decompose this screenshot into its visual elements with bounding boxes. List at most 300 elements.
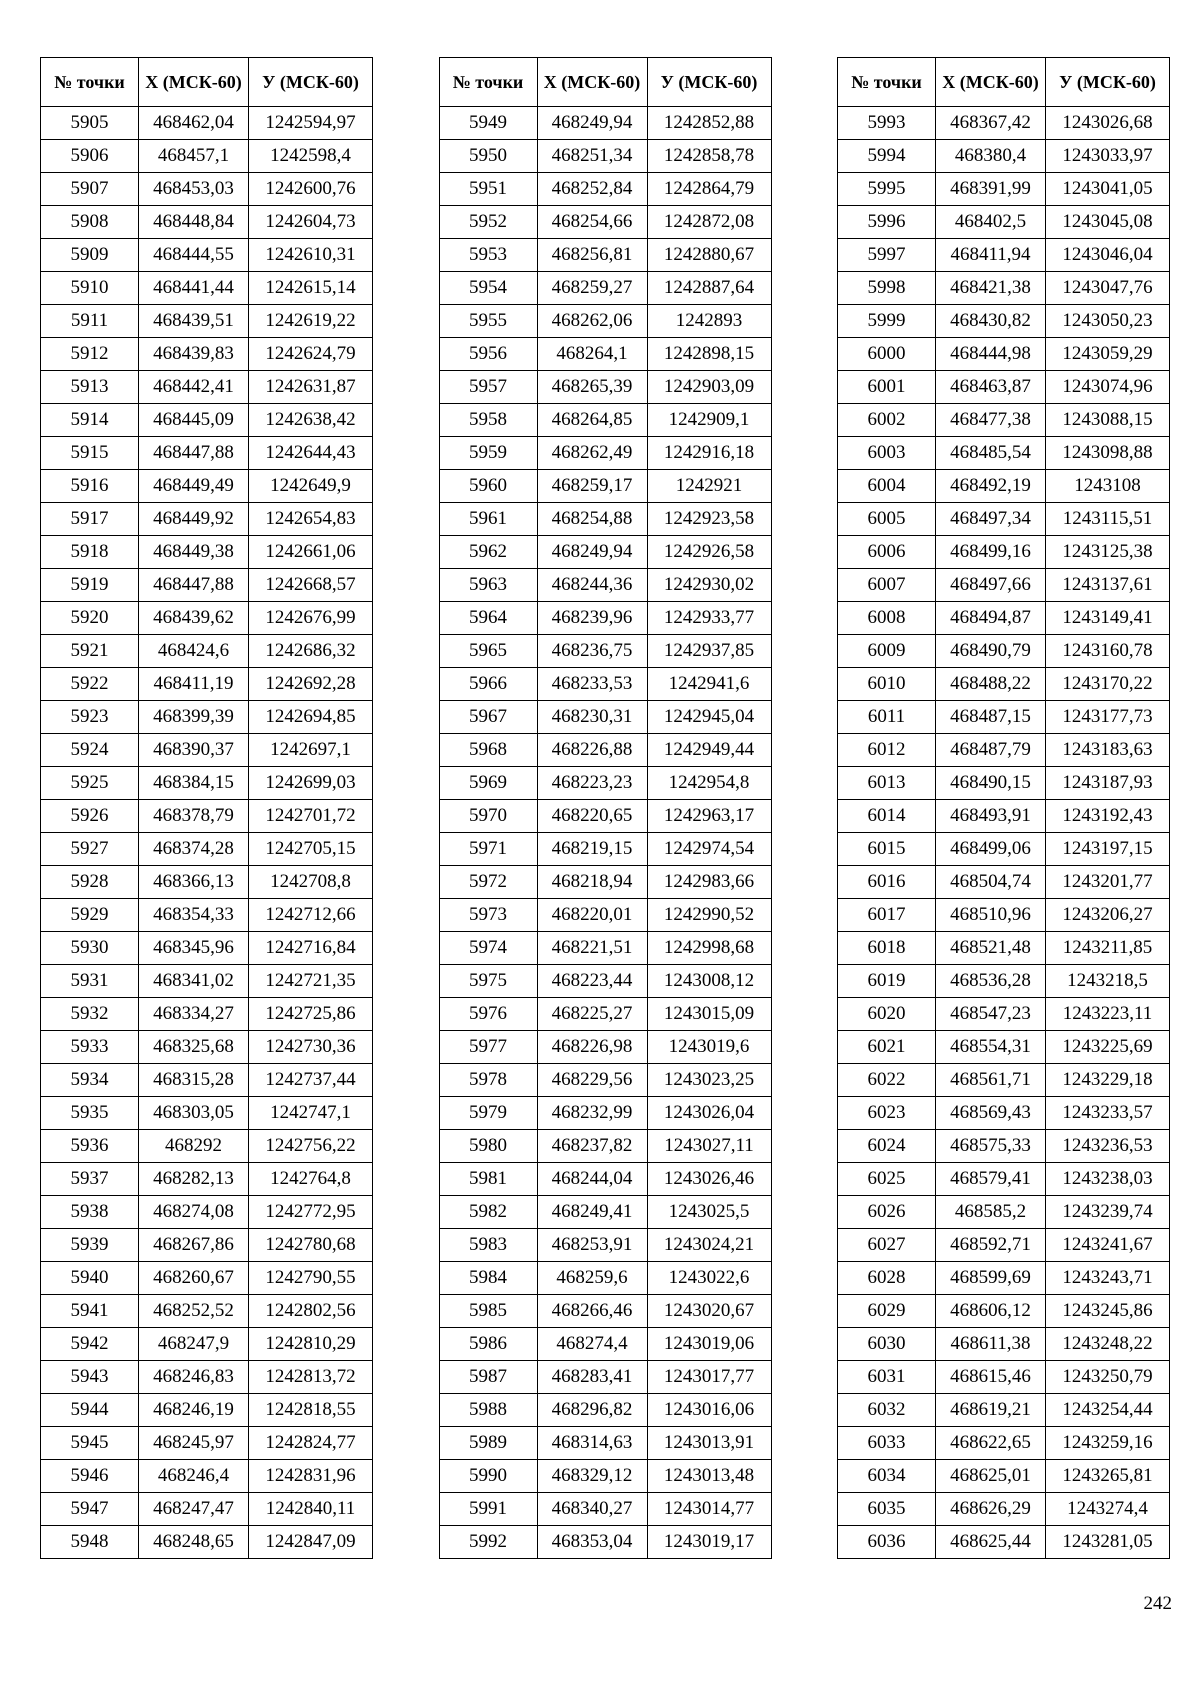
table-row xyxy=(439,965,771,998)
table-row xyxy=(439,1031,771,1064)
cell-point-number: 5992 xyxy=(439,1526,537,1559)
cell-y-coordinate: 1243241,67 xyxy=(1046,1229,1170,1262)
cell-y-coordinate: 1242898,15 xyxy=(647,338,771,371)
cell-y-coordinate: 1243187,93 xyxy=(1046,767,1170,800)
table-row xyxy=(838,305,1170,338)
cell-y-coordinate: 1243177,73 xyxy=(1046,701,1170,734)
cell-y-coordinate: 1242676,99 xyxy=(249,602,373,635)
table-row xyxy=(41,800,373,833)
table-header-row xyxy=(41,58,373,107)
cell-point-number: 5994 xyxy=(838,140,936,173)
table-row xyxy=(439,371,771,404)
cell-x-coordinate: 468264,85 xyxy=(537,404,647,437)
table-row xyxy=(838,272,1170,305)
cell-y-coordinate: 1242933,77 xyxy=(647,602,771,635)
table-row xyxy=(439,1262,771,1295)
cell-point-number: 6024 xyxy=(838,1130,936,1163)
cell-y-coordinate: 1242926,58 xyxy=(647,536,771,569)
header-point-number: № точки xyxy=(41,58,139,107)
cell-point-number: 5919 xyxy=(41,569,139,602)
table-row xyxy=(439,767,771,800)
cell-y-coordinate: 1242864,79 xyxy=(647,173,771,206)
cell-x-coordinate: 468267,86 xyxy=(139,1229,249,1262)
cell-y-coordinate: 1243250,79 xyxy=(1046,1361,1170,1394)
cell-point-number: 6003 xyxy=(838,437,936,470)
cell-x-coordinate: 468378,79 xyxy=(139,800,249,833)
table-row xyxy=(439,569,771,602)
table-row xyxy=(41,1328,373,1361)
cell-point-number: 5933 xyxy=(41,1031,139,1064)
table-row xyxy=(838,1394,1170,1427)
table-row xyxy=(41,998,373,1031)
table-row xyxy=(838,569,1170,602)
cell-y-coordinate: 1243026,46 xyxy=(647,1163,771,1196)
cell-x-coordinate: 468444,55 xyxy=(139,239,249,272)
cell-y-coordinate: 1243229,18 xyxy=(1046,1064,1170,1097)
cell-point-number: 5949 xyxy=(439,107,537,140)
table-row xyxy=(439,998,771,1031)
cell-x-coordinate: 468259,17 xyxy=(537,470,647,503)
cell-point-number: 6030 xyxy=(838,1328,936,1361)
cell-x-coordinate: 468264,1 xyxy=(537,338,647,371)
cell-y-coordinate: 1243026,68 xyxy=(1046,107,1170,140)
cell-y-coordinate: 1243027,11 xyxy=(647,1130,771,1163)
cell-point-number: 6036 xyxy=(838,1526,936,1559)
cell-y-coordinate: 1242730,36 xyxy=(249,1031,373,1064)
cell-point-number: 6035 xyxy=(838,1493,936,1526)
table-row xyxy=(439,1130,771,1163)
table-row xyxy=(838,1295,1170,1328)
table-row xyxy=(41,1526,373,1559)
cell-x-coordinate: 468585,2 xyxy=(936,1196,1046,1229)
table-row xyxy=(838,866,1170,899)
table-row xyxy=(439,239,771,272)
cell-point-number: 5983 xyxy=(439,1229,537,1262)
table-row xyxy=(41,1394,373,1427)
table-row xyxy=(439,437,771,470)
cell-y-coordinate: 1243245,86 xyxy=(1046,1295,1170,1328)
table-row xyxy=(439,1163,771,1196)
cell-y-coordinate: 1243243,71 xyxy=(1046,1262,1170,1295)
table-row xyxy=(838,1328,1170,1361)
cell-y-coordinate: 1243047,76 xyxy=(1046,272,1170,305)
cell-point-number: 5931 xyxy=(41,965,139,998)
cell-y-coordinate: 1242772,95 xyxy=(249,1196,373,1229)
cell-x-coordinate: 468504,74 xyxy=(936,866,1046,899)
cell-y-coordinate: 1242699,03 xyxy=(249,767,373,800)
table-row xyxy=(439,1493,771,1526)
cell-x-coordinate: 468430,82 xyxy=(936,305,1046,338)
cell-point-number: 5953 xyxy=(439,239,537,272)
cell-point-number: 5967 xyxy=(439,701,537,734)
table-row xyxy=(41,1064,373,1097)
table-row xyxy=(41,1196,373,1229)
cell-point-number: 5959 xyxy=(439,437,537,470)
cell-y-coordinate: 1243259,16 xyxy=(1046,1427,1170,1460)
cell-point-number: 5921 xyxy=(41,635,139,668)
cell-x-coordinate: 468402,5 xyxy=(936,206,1046,239)
cell-point-number: 5927 xyxy=(41,833,139,866)
cell-y-coordinate: 1243033,97 xyxy=(1046,140,1170,173)
cell-y-coordinate: 1243206,27 xyxy=(1046,899,1170,932)
table-row xyxy=(439,536,771,569)
cell-x-coordinate: 468424,6 xyxy=(139,635,249,668)
table-row xyxy=(838,140,1170,173)
cell-x-coordinate: 468439,83 xyxy=(139,338,249,371)
table-row xyxy=(41,701,373,734)
table-row xyxy=(439,305,771,338)
cell-y-coordinate: 1243239,74 xyxy=(1046,1196,1170,1229)
cell-x-coordinate: 468254,66 xyxy=(537,206,647,239)
table-row xyxy=(41,1295,373,1328)
cell-x-coordinate: 468497,66 xyxy=(936,569,1046,602)
table-row xyxy=(439,701,771,734)
coordinates-table-3 xyxy=(837,57,1170,1559)
cell-point-number: 6002 xyxy=(838,404,936,437)
cell-x-coordinate: 468439,51 xyxy=(139,305,249,338)
table-header-row xyxy=(838,58,1170,107)
cell-y-coordinate: 1243088,15 xyxy=(1046,404,1170,437)
cell-x-coordinate: 468449,49 xyxy=(139,470,249,503)
cell-point-number: 5955 xyxy=(439,305,537,338)
cell-point-number: 6000 xyxy=(838,338,936,371)
cell-point-number: 5939 xyxy=(41,1229,139,1262)
table-row xyxy=(41,239,373,272)
table-row xyxy=(41,272,373,305)
cell-x-coordinate: 468490,79 xyxy=(936,635,1046,668)
cell-y-coordinate: 1242701,72 xyxy=(249,800,373,833)
table-row xyxy=(41,1262,373,1295)
table-row xyxy=(439,866,771,899)
cell-x-coordinate: 468232,99 xyxy=(537,1097,647,1130)
cell-x-coordinate: 468249,94 xyxy=(537,536,647,569)
cell-x-coordinate: 468487,79 xyxy=(936,734,1046,767)
cell-y-coordinate: 1243016,06 xyxy=(647,1394,771,1427)
cell-y-coordinate: 1243265,81 xyxy=(1046,1460,1170,1493)
cell-y-coordinate: 1242872,08 xyxy=(647,206,771,239)
table-row xyxy=(439,1328,771,1361)
cell-point-number: 6029 xyxy=(838,1295,936,1328)
cell-x-coordinate: 468449,38 xyxy=(139,536,249,569)
cell-y-coordinate: 1243013,91 xyxy=(647,1427,771,1460)
cell-point-number: 5932 xyxy=(41,998,139,1031)
cell-x-coordinate: 468615,46 xyxy=(936,1361,1046,1394)
table-row xyxy=(838,503,1170,536)
table-row xyxy=(439,833,771,866)
table-row xyxy=(439,140,771,173)
cell-point-number: 5969 xyxy=(439,767,537,800)
cell-point-number: 5988 xyxy=(439,1394,537,1427)
table-row xyxy=(838,1229,1170,1262)
cell-x-coordinate: 468444,98 xyxy=(936,338,1046,371)
table-row xyxy=(41,173,373,206)
cell-x-coordinate: 468554,31 xyxy=(936,1031,1046,1064)
table-row xyxy=(838,734,1170,767)
table-row xyxy=(439,1361,771,1394)
table-row xyxy=(838,767,1170,800)
cell-y-coordinate: 1243017,77 xyxy=(647,1361,771,1394)
cell-point-number: 6016 xyxy=(838,866,936,899)
table-row xyxy=(41,503,373,536)
cell-y-coordinate: 1242725,86 xyxy=(249,998,373,1031)
cell-y-coordinate: 1242840,11 xyxy=(249,1493,373,1526)
cell-x-coordinate: 468625,44 xyxy=(936,1526,1046,1559)
cell-x-coordinate: 468246,4 xyxy=(139,1460,249,1493)
table-row xyxy=(41,1460,373,1493)
table-row xyxy=(41,899,373,932)
cell-x-coordinate: 468606,12 xyxy=(936,1295,1046,1328)
cell-x-coordinate: 468265,39 xyxy=(537,371,647,404)
cell-x-coordinate: 468599,69 xyxy=(936,1262,1046,1295)
cell-y-coordinate: 1243233,57 xyxy=(1046,1097,1170,1130)
cell-point-number: 5989 xyxy=(439,1427,537,1460)
cell-y-coordinate: 1243019,06 xyxy=(647,1328,771,1361)
cell-point-number: 6014 xyxy=(838,800,936,833)
cell-x-coordinate: 468296,82 xyxy=(537,1394,647,1427)
table-row xyxy=(41,767,373,800)
table-row xyxy=(838,338,1170,371)
table-row xyxy=(41,536,373,569)
cell-y-coordinate: 1242880,67 xyxy=(647,239,771,272)
cell-y-coordinate: 1243019,17 xyxy=(647,1526,771,1559)
header-y-coordinate: У (МСК-60) xyxy=(647,58,771,107)
table-row xyxy=(838,998,1170,1031)
cell-y-coordinate: 1242824,77 xyxy=(249,1427,373,1460)
table-row xyxy=(439,1394,771,1427)
cell-y-coordinate: 1243254,44 xyxy=(1046,1394,1170,1427)
cell-x-coordinate: 468325,68 xyxy=(139,1031,249,1064)
cell-y-coordinate: 1243183,63 xyxy=(1046,734,1170,767)
header-x-coordinate: X (МСК-60) xyxy=(139,58,249,107)
table-body xyxy=(41,107,373,1559)
cell-point-number: 6001 xyxy=(838,371,936,404)
cell-x-coordinate: 468247,9 xyxy=(139,1328,249,1361)
cell-point-number: 5964 xyxy=(439,602,537,635)
cell-x-coordinate: 468445,09 xyxy=(139,404,249,437)
cell-y-coordinate: 1242615,14 xyxy=(249,272,373,305)
cell-point-number: 5963 xyxy=(439,569,537,602)
cell-y-coordinate: 1242893 xyxy=(647,305,771,338)
cell-point-number: 5979 xyxy=(439,1097,537,1130)
table-row xyxy=(838,1031,1170,1064)
table-row xyxy=(838,1460,1170,1493)
cell-x-coordinate: 468274,4 xyxy=(537,1328,647,1361)
table-row xyxy=(838,1361,1170,1394)
cell-y-coordinate: 1243098,88 xyxy=(1046,437,1170,470)
cell-x-coordinate: 468622,65 xyxy=(936,1427,1046,1460)
cell-x-coordinate: 468259,6 xyxy=(537,1262,647,1295)
cell-y-coordinate: 1242624,79 xyxy=(249,338,373,371)
cell-point-number: 5958 xyxy=(439,404,537,437)
cell-point-number: 6032 xyxy=(838,1394,936,1427)
cell-point-number: 5930 xyxy=(41,932,139,965)
cell-x-coordinate: 468447,88 xyxy=(139,569,249,602)
cell-y-coordinate: 1243160,78 xyxy=(1046,635,1170,668)
cell-x-coordinate: 468569,43 xyxy=(936,1097,1046,1130)
cell-x-coordinate: 468334,27 xyxy=(139,998,249,1031)
table-row xyxy=(439,206,771,239)
cell-y-coordinate: 1242852,88 xyxy=(647,107,771,140)
cell-y-coordinate: 1242604,73 xyxy=(249,206,373,239)
cell-point-number: 5918 xyxy=(41,536,139,569)
cell-point-number: 5950 xyxy=(439,140,537,173)
cell-point-number: 5973 xyxy=(439,899,537,932)
cell-point-number: 5991 xyxy=(439,1493,537,1526)
cell-point-number: 5924 xyxy=(41,734,139,767)
cell-x-coordinate: 468246,83 xyxy=(139,1361,249,1394)
cell-point-number: 6004 xyxy=(838,470,936,503)
cell-point-number: 5956 xyxy=(439,338,537,371)
cell-y-coordinate: 1243248,22 xyxy=(1046,1328,1170,1361)
cell-x-coordinate: 468253,91 xyxy=(537,1229,647,1262)
cell-point-number: 5909 xyxy=(41,239,139,272)
cell-y-coordinate: 1243125,38 xyxy=(1046,536,1170,569)
cell-x-coordinate: 468340,27 xyxy=(537,1493,647,1526)
cell-point-number: 5940 xyxy=(41,1262,139,1295)
header-y-coordinate: У (МСК-60) xyxy=(249,58,373,107)
cell-x-coordinate: 468292 xyxy=(139,1130,249,1163)
cell-point-number: 5934 xyxy=(41,1064,139,1097)
table-row xyxy=(838,1526,1170,1559)
cell-x-coordinate: 468329,12 xyxy=(537,1460,647,1493)
cell-point-number: 5997 xyxy=(838,239,936,272)
table-row xyxy=(439,1295,771,1328)
cell-y-coordinate: 1242764,8 xyxy=(249,1163,373,1196)
cell-y-coordinate: 1242858,78 xyxy=(647,140,771,173)
cell-y-coordinate: 1242747,1 xyxy=(249,1097,373,1130)
cell-y-coordinate: 1242990,52 xyxy=(647,899,771,932)
table-row xyxy=(41,1361,373,1394)
cell-point-number: 5913 xyxy=(41,371,139,404)
table-row xyxy=(838,833,1170,866)
table-row xyxy=(439,1229,771,1262)
cell-point-number: 5976 xyxy=(439,998,537,1031)
cell-y-coordinate: 1242945,04 xyxy=(647,701,771,734)
cell-point-number: 6034 xyxy=(838,1460,936,1493)
table-row xyxy=(439,503,771,536)
cell-x-coordinate: 468441,44 xyxy=(139,272,249,305)
cell-x-coordinate: 468226,88 xyxy=(537,734,647,767)
cell-x-coordinate: 468592,71 xyxy=(936,1229,1046,1262)
cell-y-coordinate: 1243046,04 xyxy=(1046,239,1170,272)
cell-y-coordinate: 1243020,67 xyxy=(647,1295,771,1328)
cell-x-coordinate: 468490,15 xyxy=(936,767,1046,800)
table-row xyxy=(838,470,1170,503)
table-row xyxy=(41,437,373,470)
cell-point-number: 5971 xyxy=(439,833,537,866)
cell-point-number: 6020 xyxy=(838,998,936,1031)
cell-point-number: 5936 xyxy=(41,1130,139,1163)
cell-point-number: 5990 xyxy=(439,1460,537,1493)
cell-y-coordinate: 1243201,77 xyxy=(1046,866,1170,899)
cell-x-coordinate: 468246,19 xyxy=(139,1394,249,1427)
table-row xyxy=(838,206,1170,239)
cell-x-coordinate: 468221,51 xyxy=(537,932,647,965)
cell-y-coordinate: 1242963,17 xyxy=(647,800,771,833)
cell-y-coordinate: 1243238,03 xyxy=(1046,1163,1170,1196)
table-row xyxy=(41,371,373,404)
cell-point-number: 6021 xyxy=(838,1031,936,1064)
cell-y-coordinate: 1243019,6 xyxy=(647,1031,771,1064)
cell-y-coordinate: 1243218,5 xyxy=(1046,965,1170,998)
cell-point-number: 5975 xyxy=(439,965,537,998)
coordinate-tables xyxy=(40,57,1170,1559)
cell-x-coordinate: 468266,46 xyxy=(537,1295,647,1328)
cell-y-coordinate: 1242790,55 xyxy=(249,1262,373,1295)
header-y-coordinate: У (МСК-60) xyxy=(1046,58,1170,107)
cell-x-coordinate: 468220,01 xyxy=(537,899,647,932)
cell-x-coordinate: 468314,63 xyxy=(537,1427,647,1460)
cell-y-coordinate: 1242813,72 xyxy=(249,1361,373,1394)
cell-x-coordinate: 468447,88 xyxy=(139,437,249,470)
cell-x-coordinate: 468256,81 xyxy=(537,239,647,272)
table-row xyxy=(838,1163,1170,1196)
cell-y-coordinate: 1242619,22 xyxy=(249,305,373,338)
table-row xyxy=(41,734,373,767)
cell-point-number: 5957 xyxy=(439,371,537,404)
table-row xyxy=(439,1064,771,1097)
cell-y-coordinate: 1243026,04 xyxy=(647,1097,771,1130)
cell-y-coordinate: 1242600,76 xyxy=(249,173,373,206)
cell-y-coordinate: 1242594,97 xyxy=(249,107,373,140)
cell-x-coordinate: 468399,39 xyxy=(139,701,249,734)
cell-point-number: 5998 xyxy=(838,272,936,305)
table-row xyxy=(838,602,1170,635)
cell-point-number: 5984 xyxy=(439,1262,537,1295)
cell-point-number: 6007 xyxy=(838,569,936,602)
cell-point-number: 5996 xyxy=(838,206,936,239)
cell-y-coordinate: 1242638,42 xyxy=(249,404,373,437)
cell-point-number: 6026 xyxy=(838,1196,936,1229)
cell-y-coordinate: 1242810,29 xyxy=(249,1328,373,1361)
cell-x-coordinate: 468411,19 xyxy=(139,668,249,701)
cell-y-coordinate: 1242903,09 xyxy=(647,371,771,404)
cell-y-coordinate: 1242661,06 xyxy=(249,536,373,569)
cell-x-coordinate: 468457,1 xyxy=(139,140,249,173)
cell-x-coordinate: 468497,34 xyxy=(936,503,1046,536)
table-row xyxy=(41,1229,373,1262)
cell-x-coordinate: 468249,41 xyxy=(537,1196,647,1229)
cell-point-number: 5917 xyxy=(41,503,139,536)
cell-x-coordinate: 468625,01 xyxy=(936,1460,1046,1493)
cell-y-coordinate: 1242649,9 xyxy=(249,470,373,503)
header-point-number: № точки xyxy=(439,58,537,107)
cell-y-coordinate: 1242737,44 xyxy=(249,1064,373,1097)
cell-x-coordinate: 468230,31 xyxy=(537,701,647,734)
table-row xyxy=(838,701,1170,734)
table-body xyxy=(838,107,1170,1559)
cell-x-coordinate: 468487,15 xyxy=(936,701,1046,734)
cell-x-coordinate: 468223,44 xyxy=(537,965,647,998)
cell-x-coordinate: 468252,84 xyxy=(537,173,647,206)
table-row xyxy=(439,470,771,503)
table-row xyxy=(439,668,771,701)
cell-x-coordinate: 468521,48 xyxy=(936,932,1046,965)
cell-x-coordinate: 468619,21 xyxy=(936,1394,1046,1427)
cell-x-coordinate: 468488,22 xyxy=(936,668,1046,701)
table-row xyxy=(41,206,373,239)
cell-y-coordinate: 1243137,61 xyxy=(1046,569,1170,602)
cell-point-number: 5928 xyxy=(41,866,139,899)
table-row xyxy=(439,272,771,305)
cell-point-number: 6005 xyxy=(838,503,936,536)
cell-point-number: 6025 xyxy=(838,1163,936,1196)
table-row xyxy=(838,107,1170,140)
cell-y-coordinate: 1242705,15 xyxy=(249,833,373,866)
cell-x-coordinate: 468254,88 xyxy=(537,503,647,536)
cell-point-number: 5962 xyxy=(439,536,537,569)
cell-point-number: 5965 xyxy=(439,635,537,668)
